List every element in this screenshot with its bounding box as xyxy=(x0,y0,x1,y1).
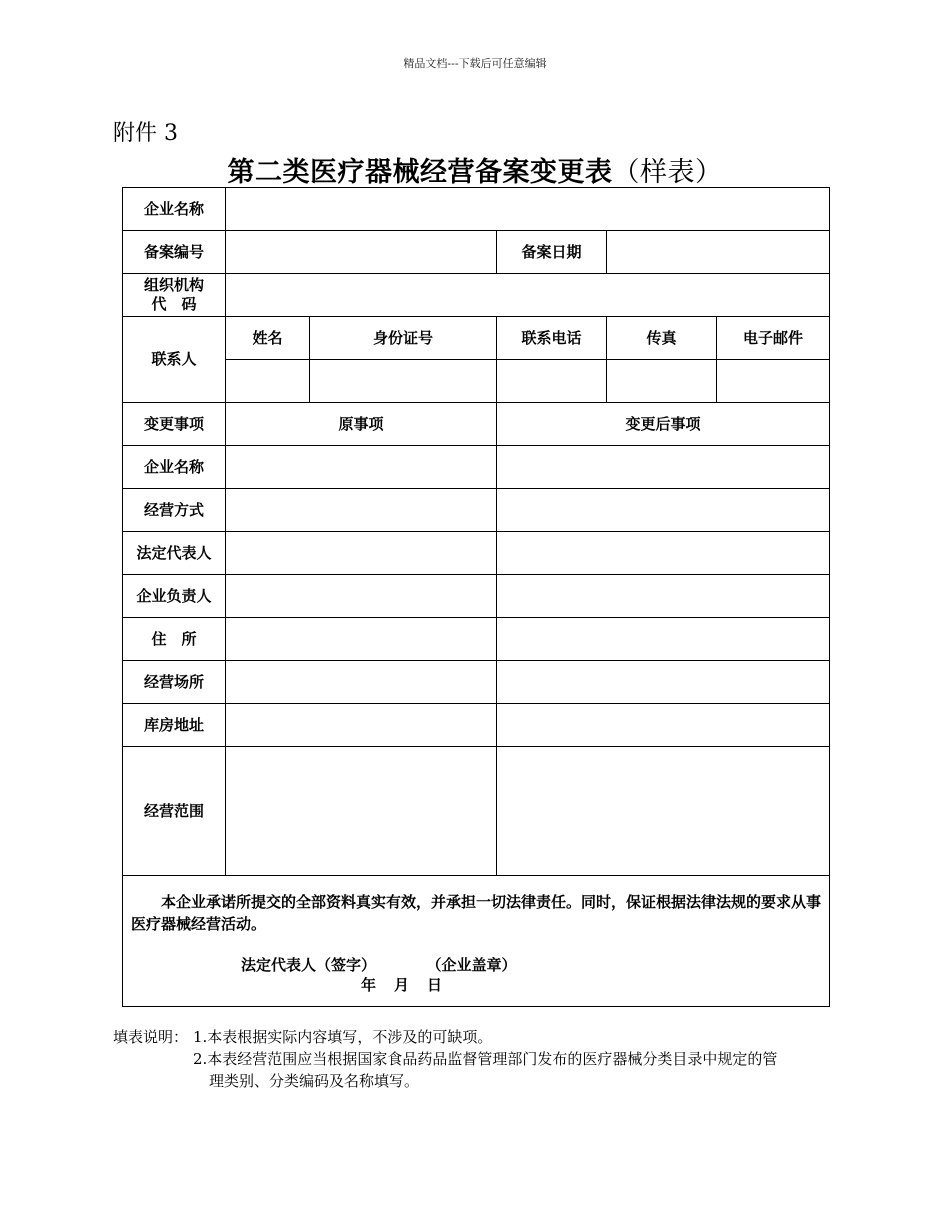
row-label-legal-rep: 法定代表人 xyxy=(123,532,226,575)
original-residence-field[interactable] xyxy=(226,618,497,661)
row-label-business-premises: 经营场所 xyxy=(123,661,226,704)
page-title xyxy=(0,150,950,189)
seal-label: （企业盖章） xyxy=(434,955,517,974)
note-item-1: 1.本表根据实际内容填写，不涉及的可缺项。 xyxy=(193,1028,493,1046)
contact-label: 联系人 xyxy=(123,317,226,403)
change-item-label: 变更事项 xyxy=(123,403,226,446)
signature-line xyxy=(131,956,821,975)
row-label-residence: 住 所 xyxy=(123,618,226,661)
record-no-label: 备案编号 xyxy=(123,231,226,274)
note-item-2-line1: 2.本表经营范围应当根据国家食品药品监督管理部门发布的医疗器械分类目录中规定的管 xyxy=(193,1050,778,1068)
fill-instructions xyxy=(113,1026,843,1092)
row-label-company-name: 企业名称 xyxy=(123,446,226,489)
contact-header-email: 电子邮件 xyxy=(717,317,830,360)
notes-lead: 填表说明： xyxy=(113,1028,189,1046)
signature-label: 法定代表人（签字） xyxy=(241,955,377,974)
changed-business-mode-field[interactable] xyxy=(497,489,830,532)
watermark-text: 精品文档---下载后可任意编辑 xyxy=(403,57,547,70)
contact-phone-field[interactable] xyxy=(497,360,607,403)
changed-business-scope-field[interactable] xyxy=(497,747,830,876)
changed-company-name-field[interactable] xyxy=(497,446,830,489)
original-company-head-field[interactable] xyxy=(226,575,497,618)
contact-fax-field[interactable] xyxy=(607,360,717,403)
org-code-label-line1: 组织机构 xyxy=(143,276,204,295)
record-date-field[interactable] xyxy=(607,231,830,274)
contact-id-field[interactable] xyxy=(310,360,497,403)
org-code-label xyxy=(123,274,226,317)
contact-header-fax: 传真 xyxy=(607,317,717,360)
original-business-premises-field[interactable] xyxy=(226,661,497,704)
original-company-name-field[interactable] xyxy=(226,446,497,489)
attachment-label: 附件 3 xyxy=(113,121,178,146)
declaration-cell xyxy=(123,876,830,1007)
contact-name-field[interactable] xyxy=(226,360,310,403)
date-year: 年 xyxy=(361,976,377,995)
note-item-2-line2: 理类别、分类编码及名称填写。 xyxy=(209,1072,420,1090)
note-item-2 xyxy=(113,1048,843,1092)
company-name-label: 企业名称 xyxy=(123,188,226,231)
contact-email-field[interactable] xyxy=(717,360,830,403)
row-label-warehouse: 库房地址 xyxy=(123,704,226,747)
declaration-text: 本企业承诺所提交的全部资料真实有效，并承担一切法律责任。同时，保证根据法律法规的要求从事医疗器械经营活动。 xyxy=(131,893,822,933)
change-form-table xyxy=(122,187,830,1007)
changed-residence-field[interactable] xyxy=(497,618,830,661)
title-main: 第二类医疗器械经营备案变更表 xyxy=(227,157,613,188)
contact-header-name: 姓名 xyxy=(226,317,310,360)
record-date-label: 备案日期 xyxy=(497,231,607,274)
original-business-scope-field[interactable] xyxy=(226,747,497,876)
date-day: 日 xyxy=(427,976,443,995)
date-month: 月 xyxy=(394,976,410,995)
record-no-field[interactable] xyxy=(226,231,497,274)
changed-legal-rep-field[interactable] xyxy=(497,532,830,575)
date-line xyxy=(131,976,821,995)
contact-header-phone: 联系电话 xyxy=(497,317,607,360)
row-label-business-scope: 经营范围 xyxy=(123,747,226,876)
original-business-mode-field[interactable] xyxy=(226,489,497,532)
org-code-label-line2: 代 码 xyxy=(151,295,197,313)
note-row-1 xyxy=(113,1026,843,1048)
original-item-header: 原事项 xyxy=(226,403,497,446)
changed-warehouse-field[interactable] xyxy=(497,704,830,747)
changed-item-header: 变更后事项 xyxy=(497,403,830,446)
org-code-field[interactable] xyxy=(226,274,830,317)
company-name-field[interactable] xyxy=(226,188,830,231)
original-warehouse-field[interactable] xyxy=(226,704,497,747)
changed-business-premises-field[interactable] xyxy=(497,661,830,704)
row-label-business-mode: 经营方式 xyxy=(123,489,226,532)
row-label-company-head: 企业负责人 xyxy=(123,575,226,618)
contact-header-id: 身份证号 xyxy=(310,317,497,360)
original-legal-rep-field[interactable] xyxy=(226,532,497,575)
title-sample: （样表） xyxy=(612,157,723,188)
changed-company-head-field[interactable] xyxy=(497,575,830,618)
